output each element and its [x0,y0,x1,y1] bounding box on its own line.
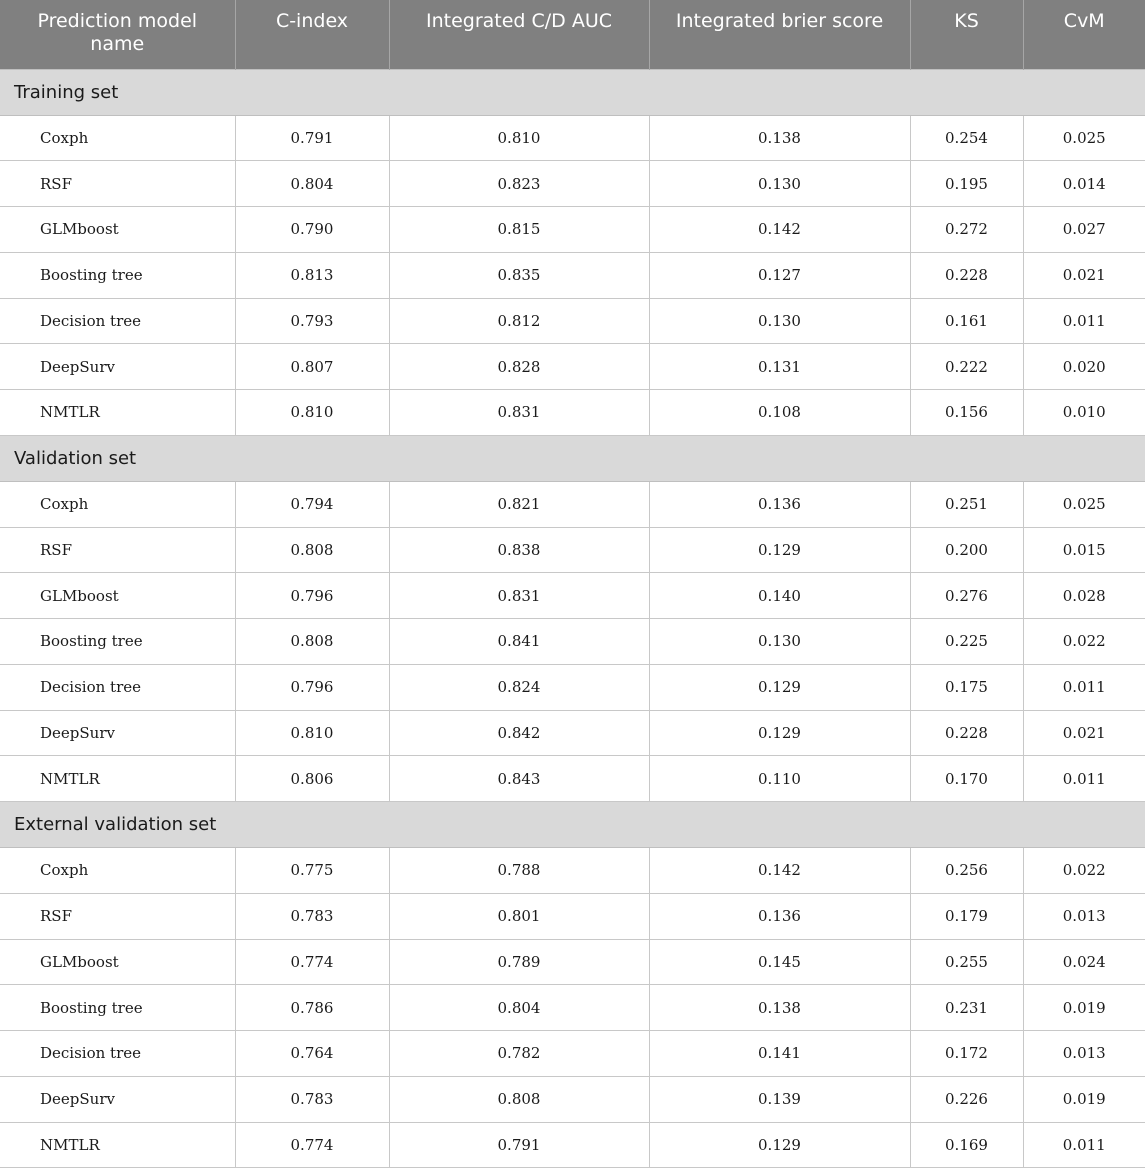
table-row [0,985,1145,1031]
cell-integrated-cd-auc: 0.831 [389,390,649,436]
cell-integrated-brier-score: 0.138 [649,985,910,1031]
table-row [0,481,1145,527]
header-ks: KS [910,0,1023,69]
cell-integrated-brier-score: 0.110 [649,756,910,802]
cell-integrated-cd-auc: 0.842 [389,710,649,756]
table-row [0,252,1145,298]
cell-cvm: 0.011 [1023,756,1145,802]
cell-model-name: Coxph [0,848,235,894]
cell-c-index: 0.807 [235,344,389,390]
cell-integrated-brier-score: 0.131 [649,344,910,390]
cell-integrated-cd-auc: 0.810 [389,115,649,161]
cell-integrated-brier-score: 0.142 [649,207,910,253]
table-row [0,207,1145,253]
table-row [0,619,1145,665]
table-row [0,573,1145,619]
cell-cvm: 0.011 [1023,298,1145,344]
cell-cvm: 0.019 [1023,985,1145,1031]
cell-cvm: 0.027 [1023,207,1145,253]
cell-integrated-brier-score: 0.129 [649,527,910,573]
cell-integrated-cd-auc: 0.808 [389,1076,649,1122]
table-header [0,0,1145,69]
cell-ks: 0.251 [910,481,1023,527]
cell-integrated-brier-score: 0.142 [649,848,910,894]
table-row [0,344,1145,390]
group-header-row [0,435,1145,481]
cell-ks: 0.179 [910,893,1023,939]
cell-ks: 0.170 [910,756,1023,802]
table-row [0,756,1145,802]
cell-cvm: 0.013 [1023,893,1145,939]
cell-integrated-brier-score: 0.136 [649,481,910,527]
table-row [0,664,1145,710]
cell-ks: 0.156 [910,390,1023,436]
cell-cvm: 0.024 [1023,939,1145,985]
cell-model-name: RSF [0,161,235,207]
cell-cvm: 0.013 [1023,1031,1145,1077]
cell-model-name: Coxph [0,115,235,161]
cell-cvm: 0.010 [1023,390,1145,436]
cell-ks: 0.169 [910,1122,1023,1168]
cell-cvm: 0.021 [1023,710,1145,756]
cell-integrated-brier-score: 0.139 [649,1076,910,1122]
cell-model-name: Decision tree [0,664,235,710]
table-row [0,298,1145,344]
cell-cvm: 0.025 [1023,481,1145,527]
cell-ks: 0.276 [910,573,1023,619]
table-row [0,710,1145,756]
header-c-index: C-index [235,0,389,69]
table-row [0,848,1145,894]
cell-integrated-cd-auc: 0.812 [389,298,649,344]
cell-model-name: NMTLR [0,756,235,802]
header-integrated-brier-score: Integrated brier score [649,0,910,69]
table-row [0,115,1145,161]
cell-cvm: 0.020 [1023,344,1145,390]
header-row [0,0,1145,69]
cell-integrated-cd-auc: 0.823 [389,161,649,207]
cell-c-index: 0.808 [235,619,389,665]
cell-integrated-cd-auc: 0.831 [389,573,649,619]
cell-model-name: Boosting tree [0,985,235,1031]
cell-integrated-brier-score: 0.130 [649,298,910,344]
header-cvm: CvM [1023,0,1145,69]
cell-integrated-cd-auc: 0.791 [389,1122,649,1168]
cell-integrated-brier-score: 0.130 [649,619,910,665]
cell-cvm: 0.011 [1023,664,1145,710]
cell-model-name: Decision tree [0,1031,235,1077]
cell-model-name: DeepSurv [0,710,235,756]
cell-integrated-brier-score: 0.129 [649,664,910,710]
cell-c-index: 0.808 [235,527,389,573]
cell-model-name: DeepSurv [0,344,235,390]
cell-cvm: 0.022 [1023,619,1145,665]
cell-cvm: 0.015 [1023,527,1145,573]
cell-integrated-cd-auc: 0.843 [389,756,649,802]
cell-c-index: 0.786 [235,985,389,1031]
cell-model-name: Boosting tree [0,252,235,298]
cell-cvm: 0.025 [1023,115,1145,161]
cell-integrated-brier-score: 0.108 [649,390,910,436]
cell-integrated-brier-score: 0.127 [649,252,910,298]
table-body [0,69,1145,1168]
cell-model-name: RSF [0,893,235,939]
cell-c-index: 0.774 [235,939,389,985]
cell-integrated-brier-score: 0.129 [649,710,910,756]
cell-model-name: Boosting tree [0,619,235,665]
cell-integrated-cd-auc: 0.789 [389,939,649,985]
group-label: Validation set [0,435,1145,481]
cell-model-name: NMTLR [0,390,235,436]
cell-integrated-cd-auc: 0.788 [389,848,649,894]
cell-ks: 0.226 [910,1076,1023,1122]
cell-cvm: 0.028 [1023,573,1145,619]
cell-cvm: 0.014 [1023,161,1145,207]
cell-c-index: 0.794 [235,481,389,527]
cell-ks: 0.256 [910,848,1023,894]
table-row [0,161,1145,207]
cell-ks: 0.200 [910,527,1023,573]
cell-ks: 0.195 [910,161,1023,207]
cell-c-index: 0.804 [235,161,389,207]
cell-ks: 0.228 [910,252,1023,298]
table-row [0,1122,1145,1168]
cell-integrated-cd-auc: 0.801 [389,893,649,939]
cell-c-index: 0.783 [235,1076,389,1122]
cell-c-index: 0.783 [235,893,389,939]
cell-integrated-brier-score: 0.138 [649,115,910,161]
cell-ks: 0.255 [910,939,1023,985]
cell-c-index: 0.796 [235,573,389,619]
cell-ks: 0.175 [910,664,1023,710]
cell-ks: 0.172 [910,1031,1023,1077]
table-row [0,527,1145,573]
group-label: Training set [0,69,1145,115]
cell-c-index: 0.813 [235,252,389,298]
cell-c-index: 0.791 [235,115,389,161]
cell-cvm: 0.019 [1023,1076,1145,1122]
cell-model-name: RSF [0,527,235,573]
cell-integrated-brier-score: 0.145 [649,939,910,985]
cell-model-name: DeepSurv [0,1076,235,1122]
cell-c-index: 0.764 [235,1031,389,1077]
cell-integrated-cd-auc: 0.841 [389,619,649,665]
header-integrated-cd-auc: Integrated C/D AUC [389,0,649,69]
cell-integrated-brier-score: 0.129 [649,1122,910,1168]
cell-c-index: 0.810 [235,710,389,756]
cell-c-index: 0.775 [235,848,389,894]
table-row [0,390,1145,436]
table-row [0,939,1145,985]
cell-model-name: NMTLR [0,1122,235,1168]
table-row [0,1031,1145,1077]
cell-model-name: Decision tree [0,298,235,344]
cell-cvm: 0.021 [1023,252,1145,298]
cell-ks: 0.254 [910,115,1023,161]
cell-c-index: 0.796 [235,664,389,710]
cell-integrated-brier-score: 0.130 [649,161,910,207]
cell-c-index: 0.790 [235,207,389,253]
cell-ks: 0.222 [910,344,1023,390]
cell-integrated-brier-score: 0.140 [649,573,910,619]
group-header-row [0,69,1145,115]
cell-integrated-cd-auc: 0.824 [389,664,649,710]
cell-ks: 0.228 [910,710,1023,756]
group-header-row [0,802,1145,848]
cell-cvm: 0.011 [1023,1122,1145,1168]
cell-model-name: Coxph [0,481,235,527]
cell-c-index: 0.810 [235,390,389,436]
cell-integrated-cd-auc: 0.835 [389,252,649,298]
cell-integrated-cd-auc: 0.782 [389,1031,649,1077]
cell-integrated-cd-auc: 0.815 [389,207,649,253]
table-row [0,893,1145,939]
cell-c-index: 0.774 [235,1122,389,1168]
cell-c-index: 0.793 [235,298,389,344]
cell-integrated-cd-auc: 0.821 [389,481,649,527]
cell-integrated-cd-auc: 0.838 [389,527,649,573]
cell-cvm: 0.022 [1023,848,1145,894]
cell-integrated-cd-auc: 0.828 [389,344,649,390]
cell-integrated-brier-score: 0.141 [649,1031,910,1077]
table-row [0,1076,1145,1122]
cell-ks: 0.225 [910,619,1023,665]
cell-c-index: 0.806 [235,756,389,802]
cell-model-name: GLMboost [0,573,235,619]
cell-ks: 0.272 [910,207,1023,253]
cell-model-name: GLMboost [0,939,235,985]
cell-integrated-cd-auc: 0.804 [389,985,649,1031]
header-model-name: Prediction model name [0,0,235,69]
cell-integrated-brier-score: 0.136 [649,893,910,939]
cell-ks: 0.231 [910,985,1023,1031]
cell-ks: 0.161 [910,298,1023,344]
group-label: External validation set [0,802,1145,848]
cell-model-name: GLMboost [0,207,235,253]
